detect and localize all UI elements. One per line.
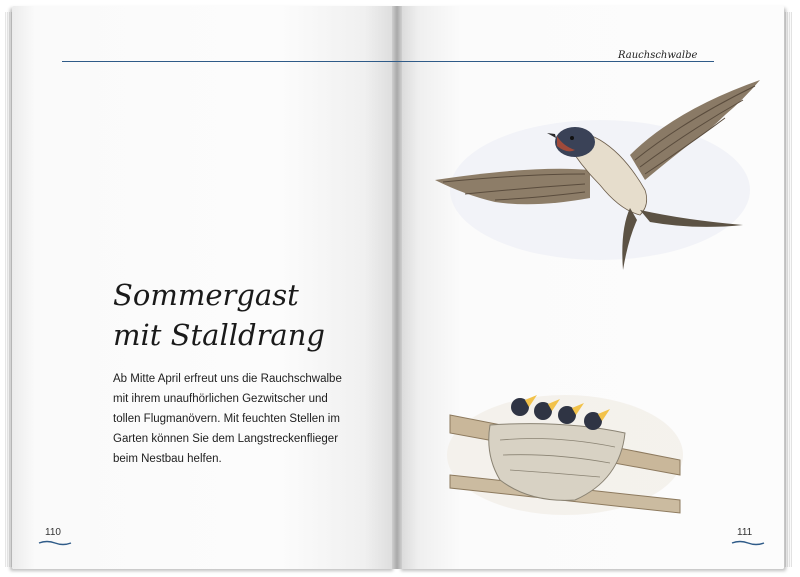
title-line-1: Sommergast <box>113 278 299 312</box>
page-number-ornament-right <box>731 540 765 546</box>
body-paragraph <box>113 369 403 469</box>
flying-swallow-illustration <box>425 70 765 285</box>
body-line: Ab Mitte April erfreut uns die Rauchschwalbe <box>113 373 342 385</box>
page-number-ornament-left <box>38 540 72 546</box>
swallow-nest-illustration <box>445 385 685 520</box>
chapter-title <box>113 275 325 355</box>
header-rule <box>62 61 714 62</box>
body-line: beim Nestbau helfen. <box>113 453 222 465</box>
page-number-left: 110 <box>45 527 61 538</box>
body-line: tollen Flugmanövern. Mit feuchten Stellen im <box>113 413 340 425</box>
book-gutter <box>392 6 402 569</box>
body-line: mit ihrem unaufhörlichen Gezwitscher und <box>113 393 328 405</box>
body-line: Garten können Sie dem Langstreckenflieger <box>113 433 339 445</box>
title-line-2: mit Stalldrang <box>113 318 325 352</box>
page-number-right: 111 <box>737 527 753 538</box>
running-head: Rauchschwalbe <box>618 50 698 61</box>
